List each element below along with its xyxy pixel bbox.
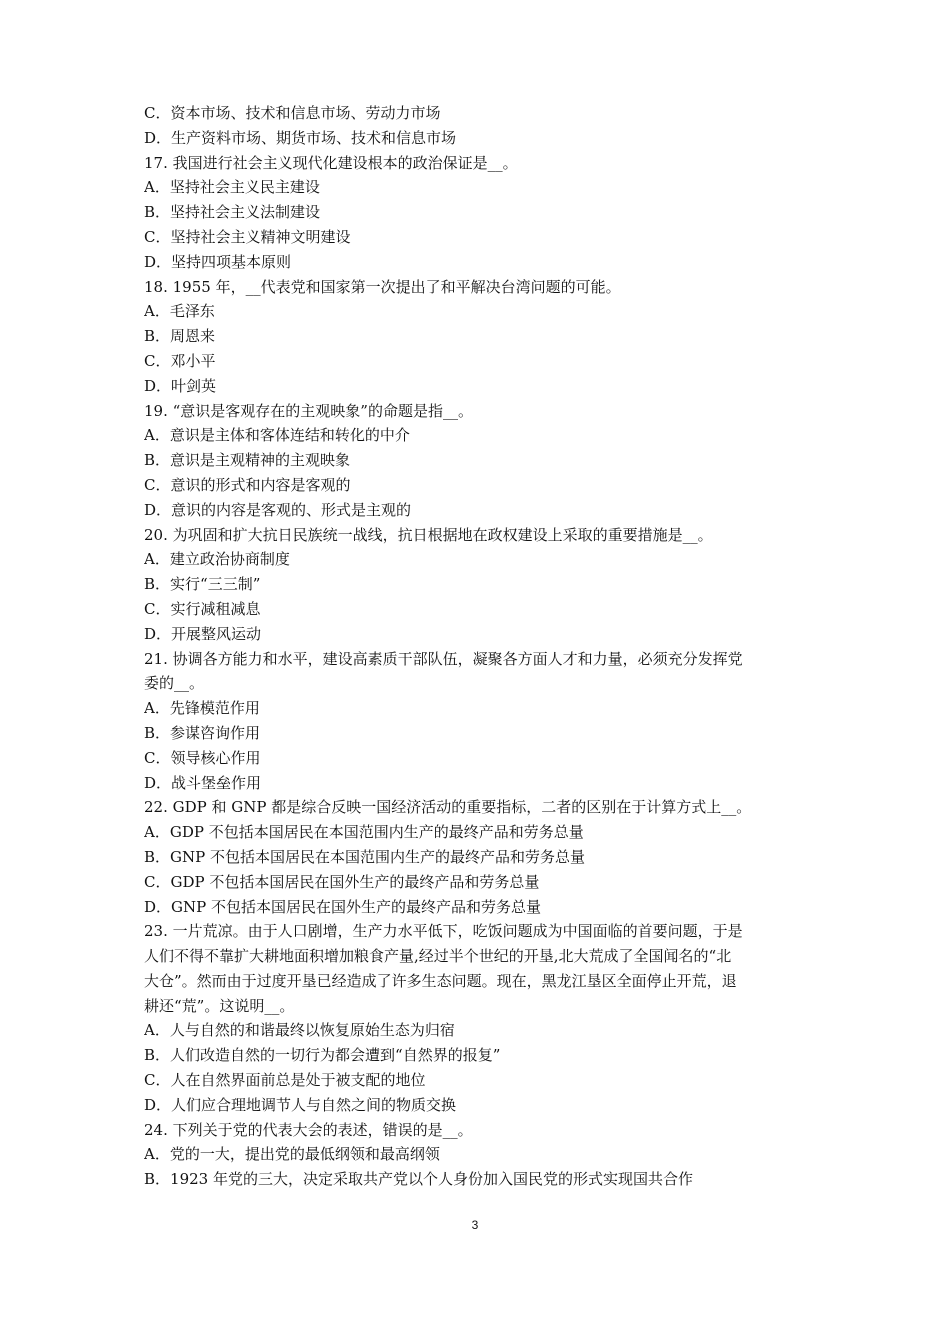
option-b-23: B．人们改造自然的一切行为都会遭到“自然界的报复”: [144, 1046, 501, 1065]
option-a-24: A．党的一大，提出党的最低纲领和最高纲领: [144, 1145, 440, 1164]
question-18: 18. 1955 年，__代表党和国家第一次提出了和平解决台湾问题的可能。: [144, 277, 621, 296]
option-c-22: C．GDP 不包括本国居民在国外生产的最终产品和劳务总量: [144, 872, 540, 891]
question-21-line-1: 21. 协调各方能力和水平，建设高素质干部队伍，凝聚各方面人才和力量，必须充分发挥党: [144, 649, 743, 668]
option-b-22: B．GNP 不包括本国居民在本国范围内生产的最终产品和劳务总量: [144, 847, 585, 866]
option-d-22: D．GNP 不包括本国居民在国外生产的最终产品和劳务总量: [144, 897, 541, 916]
question-21-line-2: 委的__。: [144, 674, 205, 693]
document-body: [144, 101, 820, 1192]
option-d-21: D．战斗堡垒作用: [144, 773, 262, 792]
question-22: 22. GDP 和 GNP 都是综合反映一国经济活动的重要指标，二者的区别在于计算方式上__。: [144, 798, 752, 817]
option-b-19: B．意识是主观精神的主观映象: [144, 451, 351, 470]
question-20: 20. 为巩固和扩大抗日民族统一战线，抗日根据地在政权建设上采取的重要措施是__。: [144, 525, 713, 544]
option-c-16: C．资本市场、技术和信息市场、劳动力市场: [144, 104, 441, 122]
option-b-18: B．周恩来: [144, 327, 216, 346]
option-a-22: A．GDP 不包括本国居民在本国范围内生产的最终产品和劳务总量: [144, 823, 584, 842]
option-d-19: D．意识的内容是客观的、形式是主观的: [144, 500, 412, 519]
option-c-19: C．意识的形式和内容是客观的: [144, 475, 351, 494]
option-d-20: D．开展整风运动: [144, 624, 262, 643]
option-c-18: C．邓小平: [144, 351, 216, 370]
option-b-21: B．参谋咨询作用: [144, 723, 261, 742]
option-d-17: D．坚持四项基本原则: [144, 252, 292, 271]
option-b-17: B．坚持社会主义法制建设: [144, 203, 321, 222]
option-c-23: C．人在自然界面前总是处于被支配的地位: [144, 1071, 426, 1090]
question-23-line-3: 大仓”。然而由于过度开垦已经造成了许多生态问题。现在，黑龙江垦区全面停止开荒，退: [144, 971, 737, 990]
question-23-line-1: 23. 一片荒凉。由于人口剧增，生产力水平低下，吃饭问题成为中国面临的首要问题，于是: [144, 922, 743, 941]
option-a-20: A．建立政治协商制度: [144, 550, 290, 569]
option-a-23: A．人与自然的和谐最终以恢复原始生态为归宿: [144, 1021, 455, 1040]
option-a-21: A．先锋模范作用: [144, 699, 260, 718]
option-d-23: D．人们应合理地调节人与自然之间的物质交换: [144, 1095, 457, 1114]
option-b-24: B．1923 年党的三大，决定采取共产党以个人身份加入国民党的形式实现国共合作: [144, 1170, 693, 1189]
option-b-20: B．实行“三三制”: [144, 575, 261, 594]
option-a-17: A．坚持社会主义民主建设: [144, 178, 320, 197]
option-c-20: C．实行减租减息: [144, 599, 261, 618]
question-23-line-2: 人们不得不靠扩大耕地面积增加粮食产量,经过半个世纪的开垦,北大荒成了全国闻名的“北: [144, 947, 732, 966]
question-19: 19. “意识是客观存在的主观映象”的命题是指__。: [144, 401, 473, 420]
question-24: 24. 下列关于党的代表大会的表述，错误的是__。: [144, 1120, 473, 1139]
option-d-18: D．叶剑英: [144, 376, 217, 395]
question-17: 17. 我国进行社会主义现代化建设根本的政治保证是__。: [144, 153, 518, 172]
option-d-16: D．生产资料市场、期货市场、技术和信息市场: [144, 128, 457, 147]
option-c-17: C．坚持社会主义精神文明建设: [144, 227, 351, 246]
page-number: 3: [471, 1218, 479, 1232]
option-a-18: A．毛泽东: [144, 302, 215, 321]
question-23-line-4: 耕还“荒”。这说明__。: [144, 996, 295, 1015]
option-a-19: A．意识是主体和客体连结和转化的中介: [144, 426, 410, 445]
option-c-21: C．领导核心作用: [144, 748, 261, 767]
